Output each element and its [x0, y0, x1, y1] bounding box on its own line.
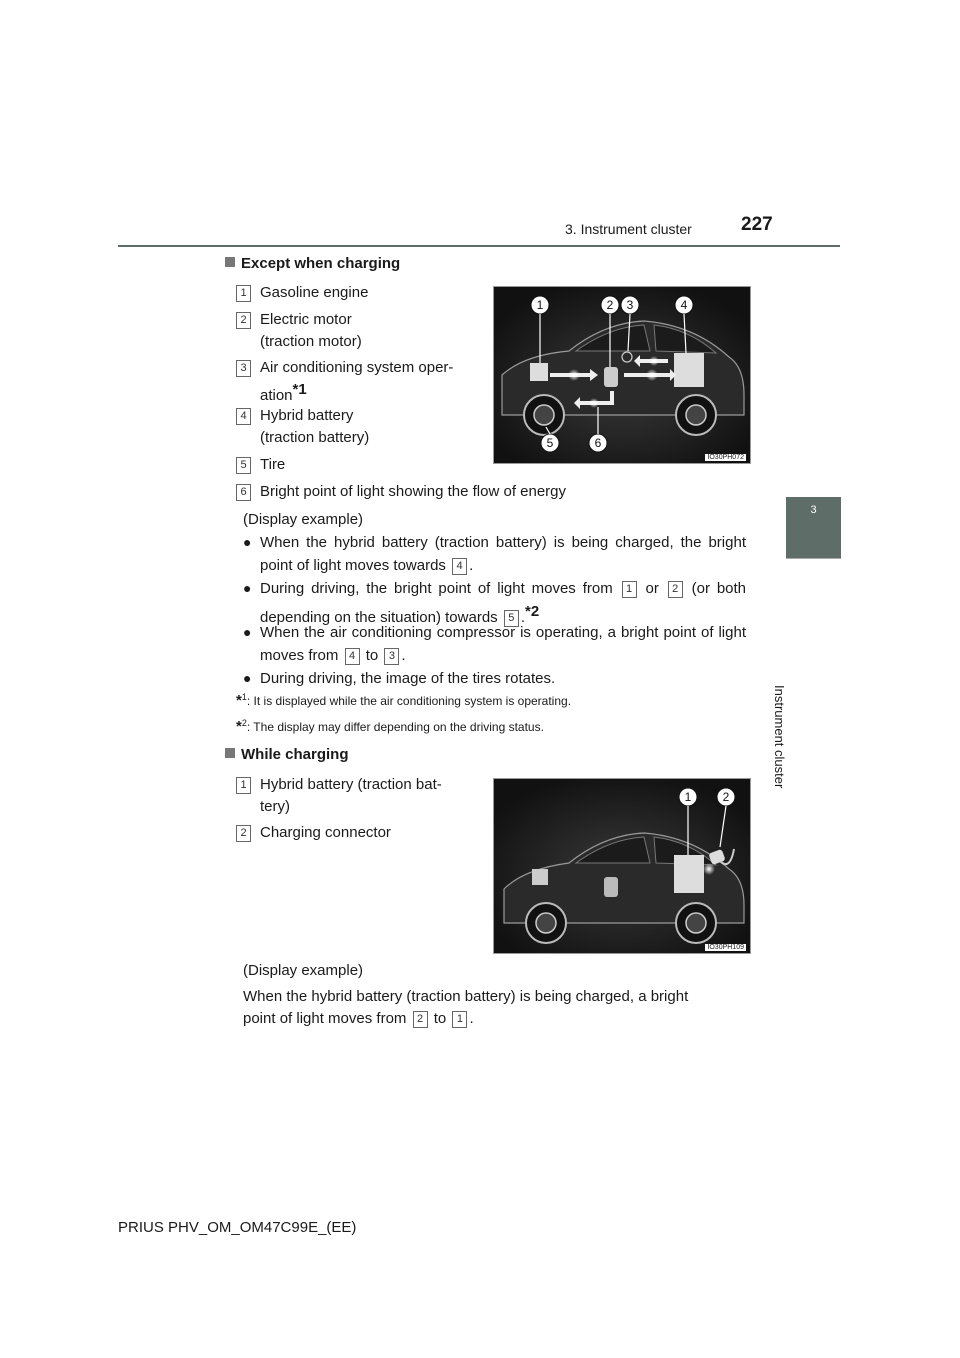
bullet-text — [260, 531, 746, 577]
callout-number: 2 — [236, 312, 251, 329]
callout-number: 4 — [236, 408, 251, 425]
display-example-label-2: (Display example) — [243, 962, 364, 979]
charging-figure — [493, 778, 751, 954]
callout-number: 5 — [236, 457, 251, 474]
running-header-section: 3. Instrument cluster — [565, 221, 692, 237]
legend-text: tery) — [260, 798, 290, 815]
legend-text — [260, 379, 307, 407]
bullet-text-part: . — [401, 647, 406, 664]
bullet-3 — [243, 621, 746, 667]
chapter-side-label — [772, 565, 803, 789]
footnote-2 — [236, 718, 544, 735]
car-energy-flow-illustration — [494, 287, 750, 463]
bullet-text-part: During driving, the bright point of light moves from — [260, 580, 613, 597]
legend-text: Gasoline engine — [260, 284, 369, 301]
chapter-side-label-text: Instrument cluster — [772, 685, 787, 789]
callout-number: 3 — [384, 648, 399, 665]
callout-number: 1 — [622, 581, 637, 598]
callout-number: 2 — [236, 825, 251, 842]
display-example-label: (Display example) — [243, 511, 364, 528]
footnote-1 — [236, 692, 571, 709]
callout-number: 1 — [236, 285, 251, 302]
bullet-dot-icon: ● — [243, 670, 252, 686]
bullet-text-part: to — [365, 647, 379, 664]
paragraph-text-part: . — [469, 1010, 474, 1027]
callout-number: 3 — [236, 360, 251, 377]
legend-text: Bright point of light showing the flow of energy — [260, 483, 567, 500]
callout-number: 1 — [236, 777, 251, 794]
footnote-marker: *1 — [292, 381, 307, 398]
callout-label-2: 2 — [722, 790, 730, 804]
document-footer-id: PRIUS PHV_OM_OM47C99E_(EE) — [118, 1219, 357, 1236]
bullet-4 — [243, 667, 746, 690]
callout-label-4: 4 — [680, 298, 688, 312]
figure-code: IO30PH072 — [707, 454, 744, 461]
legend-text-part: ation — [260, 387, 293, 404]
bullet-text — [260, 667, 746, 690]
callout-number: 4 — [345, 648, 360, 665]
section-heading-text: While charging — [241, 746, 349, 763]
callout-number: 2 — [413, 1011, 428, 1028]
bullet-text — [260, 621, 746, 667]
legend-text: (traction battery) — [260, 429, 370, 446]
bullet-text-part: When the hybrid battery (traction battery) is being charged, the bright point of light moves towards — [260, 534, 746, 574]
energy-monitor-figure — [493, 286, 751, 464]
footnote-asterisk: * — [236, 692, 242, 709]
footnote-asterisk: * — [236, 718, 242, 735]
chapter-tab-number: 3 — [810, 504, 817, 516]
bullet-text-part: During driving, the image of the tires rotates. — [260, 670, 556, 687]
bullet-text-part: (or both depending on the situation) towards — [260, 580, 747, 626]
callout-number: 5 — [504, 610, 519, 627]
callout-label-2: 2 — [606, 298, 614, 312]
section-heading-while-charging — [225, 746, 349, 763]
bullet-text-part: or — [645, 580, 659, 597]
charging-description-line2 — [243, 1008, 474, 1030]
bullet-dot-icon: ● — [243, 580, 252, 596]
footnote-number: 1 — [241, 692, 247, 702]
charging-description-line1: When the hybrid battery (traction battery) is being charged, a bright — [243, 988, 689, 1005]
footnote-marker: *2 — [525, 603, 540, 620]
square-bullet-icon — [225, 748, 235, 758]
callout-label-1: 1 — [536, 298, 544, 312]
footnote-number: 2 — [241, 718, 247, 728]
callout-label-5: 5 — [546, 436, 554, 450]
legend-text: (traction motor) — [260, 333, 362, 350]
section-heading-except-charging — [225, 255, 400, 272]
header-rule — [118, 245, 840, 247]
legend-text: Air conditioning system oper- — [260, 359, 454, 376]
legend-text: Electric motor — [260, 311, 352, 328]
legend-text: Hybrid battery (traction bat- — [260, 776, 442, 793]
section-heading-text: Except when charging — [241, 255, 401, 272]
callout-label-1: 1 — [684, 790, 692, 804]
callout-number: 4 — [452, 558, 467, 575]
bullet-dot-icon: ● — [243, 624, 252, 640]
bullet-dot-icon: ● — [243, 534, 252, 550]
bullet-1 — [243, 531, 746, 577]
legend-text: Tire — [260, 456, 286, 473]
footnote-text: : The display may differ depending on the driving status. — [246, 720, 544, 734]
callout-label-6: 6 — [594, 436, 602, 450]
chapter-tab-rule — [786, 558, 841, 559]
callout-label-3: 3 — [626, 298, 634, 312]
car-charging-illustration — [494, 779, 750, 953]
bullet-text-part: . — [520, 609, 526, 626]
square-bullet-icon — [225, 257, 235, 267]
paragraph-text-part: point of light moves from — [243, 1010, 407, 1027]
footnote-text: : It is displayed while the air conditioning system is operating. — [246, 694, 572, 708]
legend-text: Charging connector — [260, 824, 391, 841]
callout-number: 2 — [668, 581, 683, 598]
paragraph-text-part: to — [433, 1010, 447, 1027]
figure-code: IO30PH109 — [707, 944, 744, 951]
callout-number: 1 — [452, 1011, 467, 1028]
bullet-text-part: . — [469, 557, 474, 574]
legend-text: Hybrid battery — [260, 407, 354, 424]
callout-number: 6 — [236, 484, 251, 501]
bullet-text-part: When the air conditioning compressor is operating, a bright point of light moves from — [260, 624, 746, 664]
page-number: 227 — [741, 214, 773, 235]
